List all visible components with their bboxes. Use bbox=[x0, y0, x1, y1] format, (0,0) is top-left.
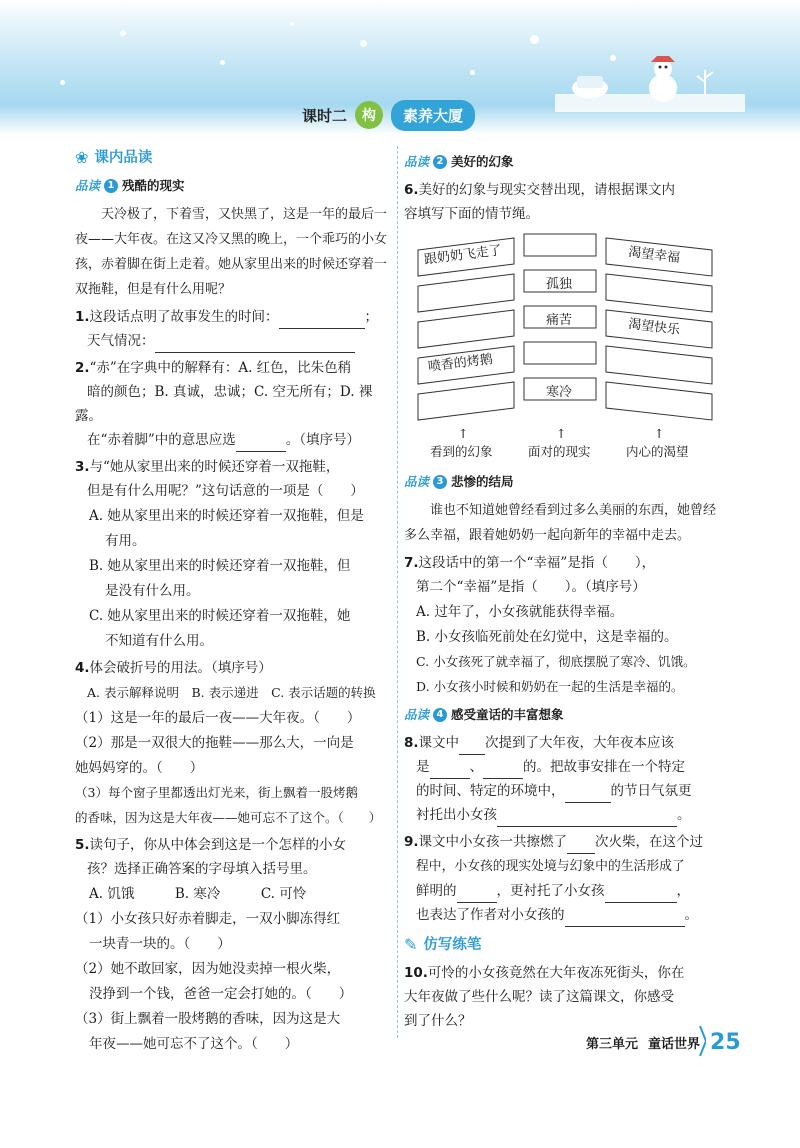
question-text: 天气情况： bbox=[87, 333, 155, 349]
question-text: 也表达了作者对小女孩的 bbox=[416, 907, 565, 923]
question-text: 美好的幻象与现实交替出现，请根据课文内 bbox=[418, 182, 676, 198]
pindu-heading bbox=[404, 150, 726, 174]
unit-label: 第三单元 bbox=[586, 1037, 639, 1052]
pindu-heading bbox=[75, 174, 395, 198]
sub-question-cont: 的香味，因为这是大年夜——她可忘不了这个。（ ） bbox=[75, 810, 382, 825]
question-text: 与“她从家里出来的时候还穿着一双拖鞋， bbox=[89, 459, 340, 475]
snowman-scene-icon bbox=[555, 52, 745, 112]
right-box-2[interactable] bbox=[606, 274, 712, 312]
pindu-tag: 品读 bbox=[75, 178, 101, 193]
left-box-3[interactable] bbox=[418, 310, 514, 348]
answer-blank[interactable] bbox=[483, 760, 523, 779]
middle-box-text: 孤独 bbox=[546, 277, 573, 292]
pindu-heading bbox=[404, 470, 726, 494]
right-box-5[interactable] bbox=[606, 382, 712, 420]
question-text: 容填写下面的情节绳。 bbox=[404, 206, 539, 222]
lesson-banner bbox=[302, 98, 475, 132]
right-box-text: 渴望幸福 bbox=[627, 244, 681, 267]
snowflake bbox=[220, 60, 225, 65]
option-b-cont: 是没有什么用。 bbox=[105, 583, 200, 599]
left-box-text: 跟奶奶飞走了 bbox=[423, 243, 503, 268]
question-9 bbox=[404, 830, 726, 927]
question-text: 课文中小女孩一共擦燃了 bbox=[418, 834, 568, 850]
question-text: 、 bbox=[469, 759, 483, 775]
reader-icon: ❀ bbox=[75, 148, 89, 167]
up-arrow-icon: ↑ bbox=[556, 426, 567, 441]
question-8 bbox=[404, 731, 726, 827]
pindu-tag: 品读 bbox=[404, 707, 430, 722]
option-a-cont: 有用。 bbox=[105, 533, 146, 549]
column-divider bbox=[397, 146, 398, 1038]
answer-blank[interactable] bbox=[430, 760, 470, 779]
pindu-title: 残酷的现实 bbox=[122, 178, 185, 193]
page-footer bbox=[586, 1030, 741, 1055]
answer-blank[interactable] bbox=[565, 784, 611, 803]
question-2 bbox=[75, 356, 395, 452]
option-a[interactable]: A. 她从家里出来的时候还穿着一双拖鞋，但是 bbox=[89, 508, 364, 524]
lesson-label: 课时二 bbox=[302, 106, 348, 125]
question-text: 是 bbox=[416, 759, 430, 775]
snowflake bbox=[60, 80, 65, 85]
question-text: 。（填序号） bbox=[285, 432, 361, 448]
lesson-title: 素养大厦 bbox=[391, 100, 475, 131]
question-text: 。 bbox=[677, 807, 691, 823]
section-title: 课内品读 bbox=[94, 150, 153, 166]
sub-question-cont: 一块青一块的。（ ） bbox=[89, 936, 231, 952]
answer-blank[interactable] bbox=[497, 808, 677, 827]
left-column bbox=[75, 146, 395, 1059]
left-box-text: 喷香的烤鹅 bbox=[427, 352, 494, 375]
pindu-tag: 品读 bbox=[404, 474, 430, 489]
question-number: 3. bbox=[75, 459, 90, 475]
question-text: 暗的颜色；B. 真诚，忠诚；C. 空无所有；D. 裸露。 bbox=[75, 384, 373, 424]
section-heading bbox=[75, 146, 395, 170]
sub-question: （3）街上飘着一股烤鹅的香味，因为这是大 bbox=[75, 1011, 341, 1027]
question-text: 衬托出小女孩 bbox=[416, 807, 497, 823]
snowflake bbox=[290, 22, 294, 26]
option-c-cont: 不知道有什么用。 bbox=[105, 633, 213, 649]
question-number: 4. bbox=[75, 660, 90, 676]
answer-blank[interactable] bbox=[565, 908, 685, 927]
theme-label: 童话世界 bbox=[648, 1037, 701, 1052]
question-number: 5. bbox=[75, 837, 90, 853]
question-text: 但是有什么用呢？”这句话意的一项是（ ） bbox=[87, 483, 364, 499]
pindu-number: 4 bbox=[433, 708, 447, 722]
question-text: ， bbox=[676, 883, 690, 899]
middle-box-1[interactable] bbox=[524, 234, 596, 256]
left-box-5[interactable] bbox=[418, 382, 514, 420]
diagram-labels bbox=[416, 428, 726, 466]
right-box-4[interactable] bbox=[606, 346, 712, 384]
question-6 bbox=[404, 178, 726, 226]
question-text: “赤”在字典中的解释有：A. 红色，比朱色稍 bbox=[89, 360, 352, 376]
pindu-heading bbox=[404, 703, 726, 727]
option-a[interactable]: A. 过年了，小女孩就能获得幸福。 bbox=[416, 604, 624, 620]
snowflake bbox=[470, 70, 475, 75]
option-list: A. 饥饿 B. 寒冷 C. 可怜 bbox=[89, 886, 307, 902]
column-label: 面对的现实 bbox=[528, 444, 591, 459]
question-1 bbox=[75, 305, 395, 353]
answer-blank[interactable] bbox=[567, 835, 595, 854]
question-text: 的时间、特定的环境中， bbox=[416, 783, 565, 799]
sub-question: （2）她不敢回家，因为她没卖掉一根火柴， bbox=[75, 961, 341, 977]
sub-question-cont: 年夜——她可忘不了这个。（ ） bbox=[89, 1036, 299, 1052]
page-arrow-icon bbox=[686, 1024, 706, 1058]
sub-question: （1）小女孩只好赤着脚走，一双小脚冻得红 bbox=[75, 911, 341, 927]
snowflake bbox=[530, 35, 539, 44]
column-label: 看到的幻象 bbox=[430, 444, 493, 459]
sub-question: （3）每个窗子里都透出灯光来，街上飘着一股烤鹅 bbox=[75, 785, 358, 800]
question-7 bbox=[404, 551, 726, 699]
question-number: 7. bbox=[404, 555, 419, 571]
pindu-number: 1 bbox=[104, 179, 118, 193]
question-text: 体会破折号的用法。（填序号） bbox=[89, 660, 272, 676]
reading-passage: 谁也不知道她曾经看到过多么美丽的东西，她曾经多么幸福，跟着她奶奶一起向新年的幸福中走去。 bbox=[404, 503, 717, 543]
snowflake bbox=[120, 30, 126, 36]
up-arrow-icon: ↑ bbox=[458, 426, 469, 441]
question-number: 9. bbox=[404, 834, 419, 850]
option-b[interactable]: B. 她从家里出来的时候还穿着一双拖鞋，但 bbox=[89, 558, 351, 574]
question-text: 课文中 bbox=[418, 735, 460, 751]
question-number: 8. bbox=[404, 735, 419, 751]
question-text: 孩？选择正确答案的字母填入括号里。 bbox=[87, 861, 317, 877]
question-text: 次火柴，在这个过 bbox=[595, 834, 704, 850]
question-text: 在“赤着脚”中的意思应选 bbox=[87, 432, 236, 448]
middle-box-text: 寒冷 bbox=[546, 385, 573, 400]
option-c[interactable]: C. 小女孩死了就幸福了，彻底摆脱了寒冷、饥饿。 bbox=[416, 654, 696, 669]
question-text: 读句子，你从中体会到这是一个怎样的小女 bbox=[89, 837, 347, 853]
pindu-title: 美好的幻象 bbox=[451, 154, 514, 169]
up-arrow-icon: ↑ bbox=[654, 426, 665, 441]
middle-box-text: 痛苦 bbox=[546, 313, 573, 328]
question-text: 次提到了大年夜，大年夜本应该 bbox=[485, 735, 675, 751]
question-text: 鲜明的 bbox=[416, 883, 457, 899]
question-text: 可怜的小女孩竟然在大年夜冻死街头，你在 bbox=[427, 965, 685, 981]
page-number: 25 bbox=[710, 1030, 741, 1055]
option-b[interactable]: B. 小女孩临死前处在幻觉中，这是幸福的。 bbox=[416, 629, 678, 645]
pen-icon: ✎ bbox=[404, 935, 418, 954]
sub-question: （1）这是一年的最后一夜——大年夜。（ ） bbox=[75, 710, 361, 726]
answer-blank[interactable] bbox=[605, 884, 677, 903]
plot-rope-diagram bbox=[416, 230, 716, 426]
snowflake bbox=[360, 40, 367, 47]
question-5 bbox=[75, 833, 395, 1056]
answer-blank[interactable] bbox=[457, 884, 497, 903]
question-text: 这段话中的第一个“幸福”是指（ ）， bbox=[418, 555, 656, 571]
question-text: 的。把故事安排在一个特定 bbox=[523, 759, 685, 775]
question-text: 第二个“幸福”是指（ ）。（填序号） bbox=[416, 579, 646, 595]
option-c[interactable]: C. 她从家里出来的时候还穿着一双拖鞋，她 bbox=[89, 608, 351, 624]
pindu-number: 2 bbox=[433, 155, 447, 169]
question-3 bbox=[75, 455, 395, 653]
option-list: A. 表示解释说明 B. 表示递进 C. 表示话题的转换 bbox=[87, 685, 376, 700]
middle-box-4[interactable] bbox=[524, 342, 596, 364]
column-label: 内心的渴望 bbox=[626, 444, 689, 459]
answer-blank[interactable] bbox=[459, 736, 485, 755]
question-text: 到了什么？ bbox=[404, 1013, 472, 1029]
punctuation: ； bbox=[364, 309, 379, 325]
construct-badge-icon: 构 bbox=[355, 101, 383, 129]
pindu-title: 悲惨的结局 bbox=[451, 474, 514, 489]
pindu-title: 感受童话的丰富想象 bbox=[451, 707, 564, 722]
question-number: 1. bbox=[75, 309, 90, 325]
question-10 bbox=[404, 961, 726, 1033]
question-4 bbox=[75, 656, 395, 830]
answer-blank[interactable] bbox=[236, 433, 286, 452]
right-box-text: 渴望快乐 bbox=[627, 316, 681, 339]
sub-question: （2）那是一双很大的拖鞋——那么大，一向是 bbox=[75, 735, 354, 751]
question-text: ，更衬托了小女孩 bbox=[496, 883, 605, 899]
question-text: 这段话点明了故事发生的时间： bbox=[89, 309, 279, 325]
question-number: 10. bbox=[404, 965, 428, 981]
sub-question-cont: 她妈妈穿的。（ ） bbox=[75, 760, 204, 776]
pindu-tag: 品读 bbox=[404, 154, 430, 169]
question-text: 程中，小女孩的现实处境与幻象中的生活形成了 bbox=[416, 859, 685, 874]
question-text: 的节日气氛更 bbox=[610, 783, 692, 799]
section-heading bbox=[404, 933, 726, 957]
left-box-2[interactable] bbox=[418, 274, 514, 312]
answer-blank[interactable] bbox=[279, 310, 365, 329]
sub-question-cont: 没挣到一个钱，爸爸一定会打她的。（ ） bbox=[89, 986, 353, 1002]
answer-blank[interactable] bbox=[155, 334, 355, 353]
right-column bbox=[404, 146, 726, 1036]
question-number: 2. bbox=[75, 360, 90, 376]
question-number: 6. bbox=[404, 182, 419, 198]
question-text: 大年夜做了些什么呢？读了这篇课文，你感受 bbox=[404, 989, 674, 1005]
reading-passage: 天冷极了，下着雪，又快黑了，这是一年的最后一夜——大年夜。在这又冷又黑的晚上，一个乖巧的小女孩，赤着脚在街上走着。她从家里出来的时候还穿着一双拖鞋，但是有什么用呢？ bbox=[75, 207, 388, 297]
question-text: 。 bbox=[684, 907, 698, 923]
section-title: 仿写练笔 bbox=[423, 937, 482, 953]
option-d[interactable]: D. 小女孩小时候和奶奶在一起的生活是幸福的。 bbox=[416, 679, 684, 694]
pindu-number: 3 bbox=[433, 475, 447, 489]
